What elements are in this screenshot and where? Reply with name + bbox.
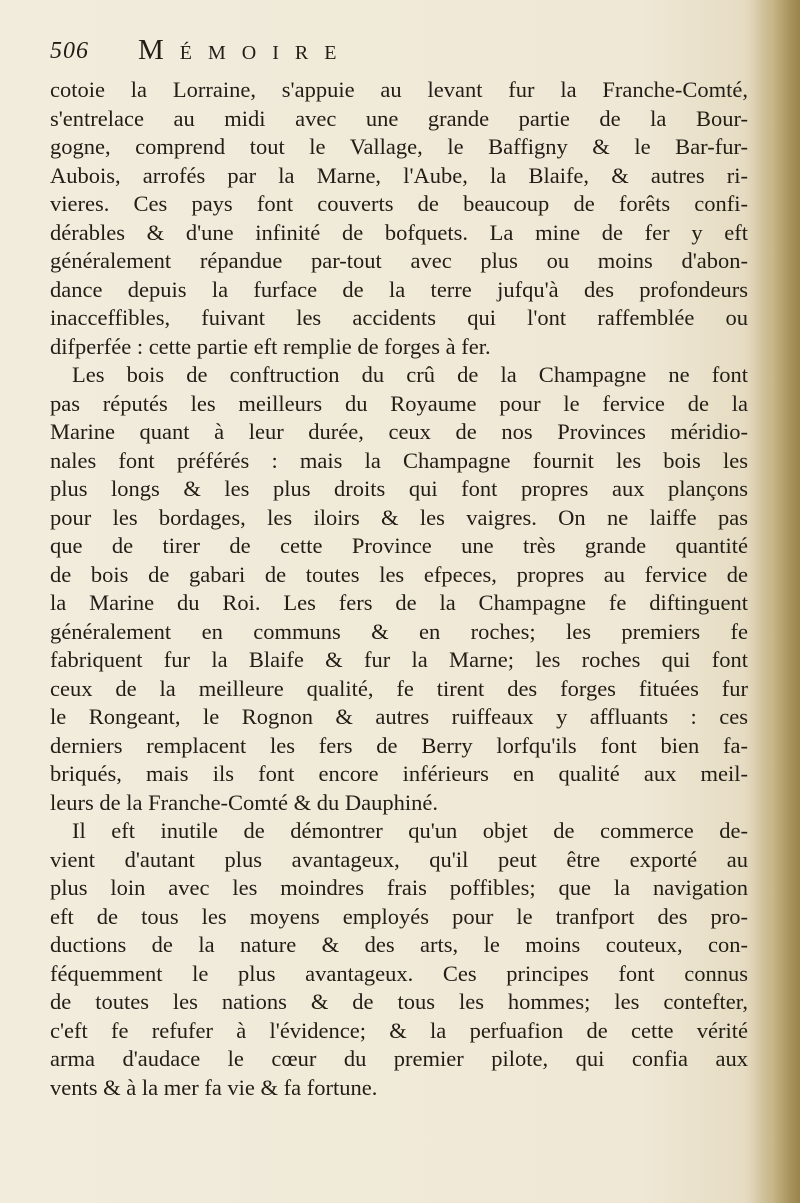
text-line: généralement en communs & en roches; les premiers fe [50,618,748,644]
text-line: derniers remplacent les fers de Berry lorfqu'ils font bien fa- [50,732,748,758]
text-line: la Marine du Roi. Les fers de la Champagne fe diftinguent [50,590,748,615]
text-line: pour les bordages, les iloirs & les vaigres. On ne laiffe pas [50,504,748,530]
text-line: ceux de la meilleure qualité, fe tirent des forges fituées fur [50,675,748,701]
page-edge-stain [754,0,800,1203]
text-line: que de tirer de cette Province une très grande quantité [50,533,748,558]
text-line: de toutes les nations & de tous les hommes; les contefter, [50,989,748,1014]
page-number: 506 [50,38,89,64]
text-line: vieres. Ces pays font couverts de beaucoup de forêts confi- [50,191,748,216]
text-line: leurs de la Franche-Comté & du Dauphiné. [50,789,439,815]
text-line: briqués, mais ils font encore inférieurs en qualité aux meil- [50,761,748,786]
text-line: arma d'audace le cœur du premier pilote, qui confia aux [50,1046,748,1071]
text-line: s'entrelace au midi avec une grande partie de la Bour- [50,105,748,131]
text-line: plus loin avec les moindres frais poffibles; que la navigation [50,875,748,900]
text-line: Marine quant à leur durée, ceux de nos Provinces méridio- [50,419,748,444]
text-line: Les bois de conftruction du crû de la Champagne ne font [72,362,748,387]
text-line: ductions de la nature & des arts, le moins couteux, con- [50,932,748,957]
text-line: nales font préférés : mais la Champagne fournit les bois les [50,447,748,473]
text-line: Aubois, arrofés par la Marne, l'Aube, la Blaife, & autres ri- [50,162,748,188]
running-title: Mémoire [138,34,353,66]
text-line: de bois de gabari de toutes les efpeces, propres au fervice de [50,561,748,587]
text-line: eft de tous les moyens employés pour le tranfport des pro- [50,903,748,929]
text-line: vents & à la mer fa vie & fa fortune. [50,1074,378,1100]
text-line: Il eft inutile de démontrer qu'un objet de commerce de- [72,818,748,843]
text-line: cotoie la Lorraine, s'appuie au levant fur la Franche-Comté, [50,77,748,102]
text-line: gogne, comprend tout le Vallage, le Baffigny & le Bar-fur- [50,134,748,159]
text-line: pas réputés les meilleurs du Royaume pour le fervice de la [50,390,748,416]
paragraph [50,361,748,817]
text-line: inacceffibles, fuivant les accidents qui l'ont raffemblée ou [50,305,748,330]
text-line: difperfée : cette partie eft remplie de forges à fer. [50,333,491,359]
text-line: vient d'autant plus avantageux, qu'il peut être exporté au [50,846,748,872]
text-line: généralement répandue par-tout avec plus ou moins d'abon- [50,248,748,273]
paragraph [50,817,748,1102]
page-header [50,30,570,70]
text-line: le Rongeant, le Rognon & autres ruiffeaux y affluants : ces [50,704,748,729]
text-line: dérables & d'une infinité de bofquets. La mine de fer y eft [50,219,748,245]
body-text [50,76,748,1102]
text-line: fabriquent fur la Blaife & fur la Marne; les roches qui font [50,647,748,672]
text-line: plus longs & les plus droits qui font propres aux plançons [50,476,748,501]
text-line: c'eft fe refufer à l'évidence; & la perfuafion de cette vérité [50,1017,748,1043]
paragraph [50,76,748,361]
text-line: dance depuis la furface de la terre jufqu'à des profondeurs [50,276,748,302]
text-line: féquemment le plus avantageux. Ces principes font connus [50,960,748,986]
